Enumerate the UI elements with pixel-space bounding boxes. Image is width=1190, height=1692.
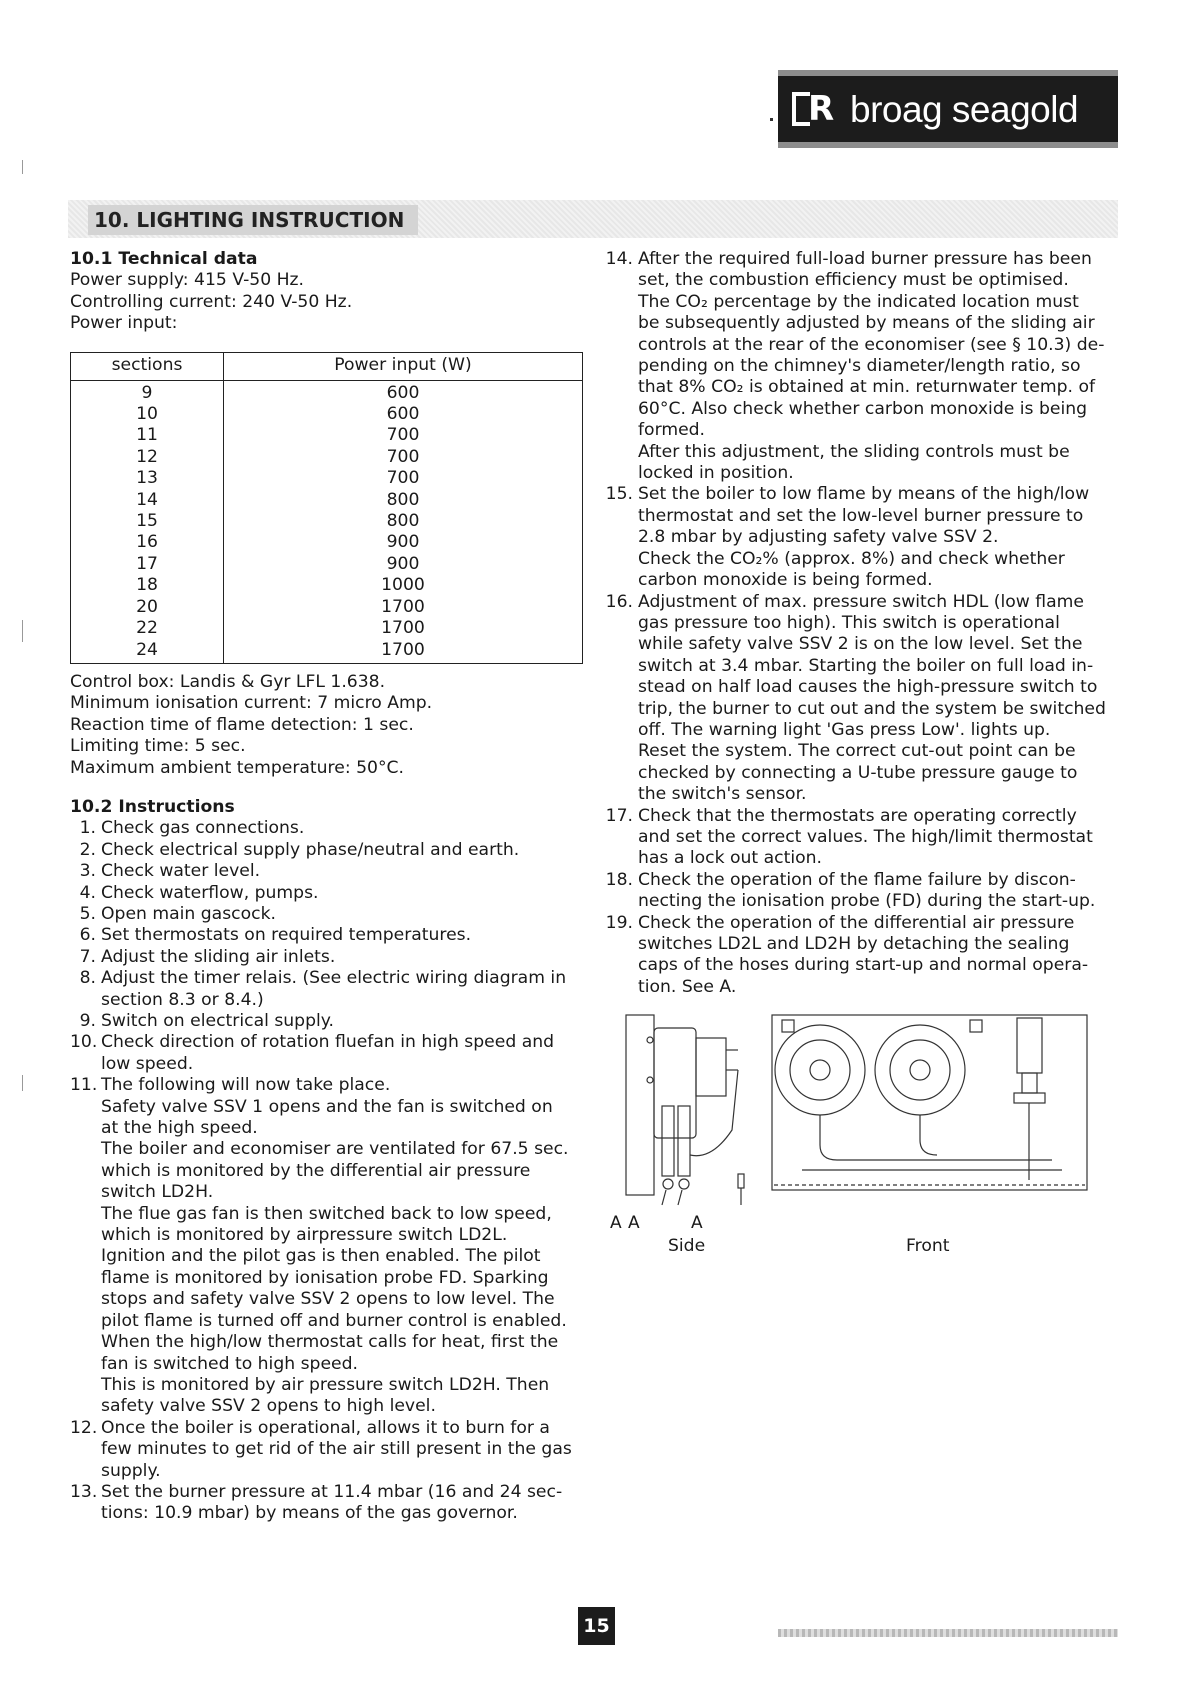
table-cell-sections: 10	[71, 404, 224, 425]
technical-data-heading: 10.1 Technical data	[70, 249, 258, 269]
table-cell-power: 900	[224, 532, 583, 553]
step-line: Check electrical supply phase/neutral and earth.	[101, 839, 520, 860]
step-number: 1.	[79, 818, 96, 839]
instruction-step	[70, 947, 580, 968]
marker-a-1: A	[610, 1213, 622, 1233]
instruction-step	[70, 925, 580, 946]
step-number: 14.	[605, 249, 633, 269]
step-number: 4.	[79, 882, 96, 903]
table-cell-sections: 11	[71, 425, 224, 446]
instruction-list-left	[70, 818, 580, 1524]
step-line: Once the boiler is operational, allows it to burn for a	[101, 1417, 550, 1438]
step-line: which is monitored by the differential air pressure	[101, 1160, 531, 1181]
step-line: 60°C. Also check whether carbon monoxide is being	[638, 398, 1088, 419]
instruction-step	[70, 818, 580, 839]
table-cell-power: 800	[224, 511, 583, 532]
step-number: 17.	[605, 805, 633, 826]
step-line: After this adjustment, the sliding controls must be	[638, 441, 1070, 462]
table-cell-sections: 24	[71, 640, 224, 664]
table-cell-power: 900	[224, 554, 583, 575]
marker-a-2: A	[628, 1213, 640, 1233]
instruction-step	[70, 1482, 580, 1525]
table-row	[71, 468, 583, 489]
step-line: Check that the thermostats are operating correctly	[638, 805, 1077, 826]
step-number: 11.	[70, 1075, 98, 1096]
step-number: 8.	[79, 968, 96, 989]
instruction-step	[605, 592, 1118, 806]
margin-mark	[22, 620, 23, 642]
step-line: tion. See A.	[638, 976, 737, 997]
instruction-step	[70, 840, 580, 861]
table-cell-power: 1700	[224, 640, 583, 664]
table-cell-power: 600	[224, 380, 583, 404]
step-number: 15.	[605, 484, 633, 505]
front-hose-left	[820, 1115, 1052, 1160]
step-number: 19.	[605, 912, 633, 933]
step-line: Adjustment of max. pressure switch HDL (low flame	[638, 591, 1084, 612]
step-line: Check the operation of the flame failure by discon-	[638, 869, 1076, 890]
step-line: Check waterflow, pumps.	[101, 882, 319, 903]
margin-mark	[22, 1075, 23, 1091]
instruction-step	[605, 806, 1118, 870]
instruction-list-right	[605, 249, 1118, 998]
table-header-power: Power input (W)	[224, 352, 583, 380]
step-line: set, the combustion efficiency must be optimised.	[638, 270, 1069, 291]
table-cell-sections: 14	[71, 490, 224, 511]
table-cell-sections: 16	[71, 532, 224, 553]
table-cell-power: 700	[224, 425, 583, 446]
table-cell-power: 700	[224, 447, 583, 468]
step-line: Open main gascock.	[101, 903, 277, 924]
instruction-step	[70, 968, 580, 1011]
step-line: few minutes to get rid of the air still present in the gas	[101, 1439, 572, 1460]
step-line: which is monitored by airpressure switch LD2L.	[101, 1225, 508, 1246]
margin-mark	[22, 160, 23, 174]
step-number: 12.	[70, 1417, 98, 1438]
step-line: 2.8 mbar by adjusting safety valve SSV 2.	[638, 527, 999, 548]
power-input-table	[70, 352, 583, 664]
step-line: This is monitored by air pressure switch LD2H. Then	[101, 1374, 550, 1395]
side-pipe-left	[662, 1106, 674, 1176]
step-line: checked by connecting a U-tube pressure gauge to	[638, 762, 1078, 783]
step-number: 9.	[79, 1011, 96, 1031]
front-hose-right	[920, 1115, 937, 1155]
step-number: 3.	[79, 861, 96, 882]
step-line: stead on half load causes the high-pressure switch to	[638, 677, 1098, 698]
instruction-step	[70, 1418, 580, 1482]
step-number: 7.	[79, 946, 96, 967]
step-line: Adjust the timer relais. (See electric wiring diagram in	[101, 968, 567, 989]
step-line: Check direction of rotation fluefan in high speed and	[101, 1032, 555, 1053]
step-line: Reset the system. The correct cut-out point can be	[638, 741, 1076, 762]
step-number: 16.	[605, 591, 633, 612]
hose-cap-left	[663, 1179, 673, 1189]
step-line: necting the ionisation probe (FD) during the start-up.	[638, 891, 1096, 912]
step-line: safety valve SSV 2 opens to high level.	[101, 1396, 436, 1417]
brand-name: broag seagold	[850, 88, 1079, 130]
instruction-step	[70, 904, 580, 925]
step-number: 13.	[70, 1481, 98, 1502]
step-line: tions: 10.9 mbar) by means of the gas governor.	[101, 1503, 518, 1524]
table-row	[71, 532, 583, 553]
hose-cap-right	[679, 1179, 689, 1189]
table-row	[71, 597, 583, 618]
step-number: 2.	[79, 839, 96, 860]
step-line: The flue gas fan is then switched back to low speed,	[101, 1203, 552, 1224]
table-cell-sections: 17	[71, 554, 224, 575]
table-row	[71, 404, 583, 425]
step-line: Check water level.	[101, 861, 261, 882]
step-line: Set the boiler to low flame by means of the high/low	[638, 484, 1090, 505]
step-line: formed.	[638, 420, 706, 441]
step-line: Adjust the sliding air inlets.	[101, 946, 336, 967]
step-line: caps of the hoses during start-up and normal opera-	[638, 955, 1089, 976]
instruction-step	[605, 870, 1118, 913]
table-cell-power: 1700	[224, 618, 583, 639]
instruction-step	[70, 1011, 580, 1032]
table-cell-sections: 9	[71, 380, 224, 404]
step-line: trip, the burner to cut out and the system be switched	[638, 698, 1106, 719]
side-switch-box	[696, 1038, 726, 1096]
instructions-heading: 10.2 Instructions	[70, 796, 235, 817]
table-cell-sections: 12	[71, 447, 224, 468]
control-box-lines	[70, 672, 580, 779]
control-box-line: Minimum ionisation current: 7 micro Amp.	[70, 693, 433, 714]
step-line: When the high/low thermostat calls for heat, first the	[101, 1332, 559, 1353]
table-cell-power: 1700	[224, 597, 583, 618]
diagram-label-side: Side	[668, 1236, 706, 1256]
decorative-dot	[770, 118, 773, 121]
step-line: be subsequently adjusted by means of the sliding air	[638, 313, 1095, 334]
table-cell-power: 800	[224, 490, 583, 511]
table-cell-power: 600	[224, 404, 583, 425]
step-line: Set thermostats on required temperatures.	[101, 925, 472, 946]
step-line: locked in position.	[638, 463, 794, 484]
table-cell-sections: 18	[71, 575, 224, 596]
table-cell-sections: 15	[71, 511, 224, 532]
technical-data-line: Power supply: 415 V-50 Hz.	[70, 270, 305, 291]
step-line: thermostat and set the low-level burner pressure to	[638, 505, 1084, 526]
step-line: After the required full-load burner pressure has been	[638, 249, 1092, 269]
table-cell-power: 1000	[224, 575, 583, 596]
step-line: has a lock out action.	[638, 848, 822, 869]
instruction-step	[70, 883, 580, 904]
step-line: pilot flame is turned off and burner control is enabled.	[101, 1310, 567, 1331]
side-pipe-right	[678, 1106, 690, 1176]
front-gauge-left	[775, 1025, 865, 1115]
step-line: flame is monitored by ionisation probe FD. Sparking	[101, 1267, 549, 1288]
instruction-step	[70, 1075, 580, 1418]
instruction-step	[605, 484, 1118, 591]
step-number: 18.	[605, 869, 633, 890]
step-line: pending on the chimney's diameter/length ratio, so	[638, 356, 1081, 377]
step-line: The following will now take place.	[101, 1075, 391, 1096]
step-line: fan is switched to high speed.	[101, 1353, 358, 1374]
broag-logo-icon: R	[792, 92, 840, 126]
control-box-line: Limiting time: 5 sec.	[70, 736, 246, 757]
step-line: Switch on electrical supply.	[101, 1011, 334, 1031]
step-line: Check gas connections.	[101, 818, 305, 839]
table-cell-sections: 20	[71, 597, 224, 618]
pressure-switch-diagram	[610, 1010, 1092, 1240]
control-box-line: Control box: Landis & Gyr LFL 1.638.	[70, 671, 386, 692]
step-line: section 8.3 or 8.4.)	[101, 989, 264, 1010]
step-number: 6.	[79, 925, 96, 946]
step-line: while safety valve SSV 2 is on the low level. Set the	[638, 634, 1083, 655]
step-line: and set the correct values. The high/limit thermostat	[638, 826, 1093, 847]
left-column	[70, 249, 580, 1525]
table-row	[71, 490, 583, 511]
table-row	[71, 425, 583, 446]
technical-data-lines	[70, 270, 580, 334]
step-line: stops and safety valve SSV 2 opens to low level. The	[101, 1289, 555, 1310]
instruction-step	[605, 249, 1118, 484]
table-row	[71, 575, 583, 596]
step-line: switch at 3.4 mbar. Starting the boiler on full load in-	[638, 655, 1094, 676]
step-line: The boiler and economiser are ventilated for 67.5 sec.	[101, 1139, 569, 1160]
right-column	[605, 249, 1118, 998]
step-line: Check the CO₂% (approx. 8%) and check whether	[638, 548, 1065, 569]
table-row	[71, 447, 583, 468]
step-line: The CO₂ percentage by the indicated location must	[638, 291, 1079, 312]
step-line: supply.	[101, 1460, 161, 1481]
step-line: Ignition and the pilot gas is then enabled. The pilot	[101, 1246, 541, 1267]
control-box-line: Maximum ambient temperature: 50°C.	[70, 757, 404, 778]
table-cell-sections: 22	[71, 618, 224, 639]
brand-banner	[778, 70, 1118, 148]
table-header-sections: sections	[71, 352, 224, 380]
step-number: 5.	[79, 903, 96, 924]
step-line: gas pressure too high). This switch is operational	[638, 612, 1060, 633]
step-line: Set the burner pressure at 11.4 mbar (16 and 24 sec-	[101, 1481, 563, 1502]
step-line: at the high speed.	[101, 1118, 258, 1139]
instruction-step	[605, 913, 1118, 999]
step-line: that 8% CO₂ is obtained at min. returnwater temp. of	[638, 377, 1096, 398]
step-line: off. The warning light 'Gas press Low'. lights up.	[638, 719, 1051, 740]
table-row	[71, 511, 583, 532]
control-box-line: Reaction time of flame detection: 1 sec.	[70, 714, 414, 735]
step-number: 10.	[70, 1032, 98, 1053]
table-cell-power: 700	[224, 468, 583, 489]
step-line: Check the operation of the differential air pressure	[638, 912, 1075, 933]
step-line: the switch's sensor.	[638, 784, 807, 805]
section-title: 10. LIGHTING INSTRUCTION	[88, 205, 418, 235]
technical-data-line: Power input:	[70, 313, 178, 334]
step-line: switches LD2L and LD2H by detaching the sealing	[638, 934, 1070, 954]
table-row	[71, 554, 583, 575]
technical-data-line: Controlling current: 240 V-50 Hz.	[70, 291, 353, 312]
page-number: 15	[578, 1607, 615, 1645]
front-gauge-right	[875, 1025, 965, 1115]
table-cell-sections: 13	[71, 468, 224, 489]
table-row	[71, 618, 583, 639]
table-row	[71, 380, 583, 404]
step-line: switch LD2H.	[101, 1182, 214, 1203]
front-connector-box	[1017, 1018, 1042, 1073]
diagram-label-front: Front	[906, 1236, 950, 1256]
step-line: controls at the rear of the economiser (see § 10.3) de-	[638, 334, 1105, 355]
step-line: Safety valve SSV 1 opens and the fan is switched on	[101, 1096, 553, 1117]
instruction-step	[70, 861, 580, 882]
marker-a-3: A	[691, 1213, 703, 1233]
step-line: low speed.	[101, 1053, 194, 1074]
side-panel	[626, 1015, 654, 1195]
step-line: carbon monoxide is being formed.	[638, 570, 933, 591]
table-row	[71, 640, 583, 664]
footer-decoration	[778, 1629, 1118, 1637]
instruction-step	[70, 1032, 580, 1075]
